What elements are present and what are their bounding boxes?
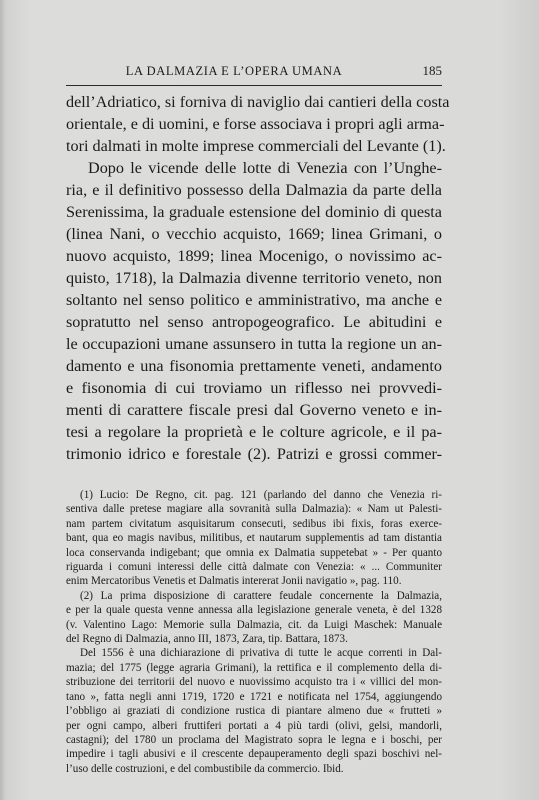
footnote-line: l’uso delle costruzioni, e del combustibile da commercio. Ibid. [66, 762, 344, 775]
header-rule [66, 85, 442, 86]
running-head: LA DALMAZIA E L’OPERA UMANA [125, 64, 343, 78]
page-number: 185 [422, 63, 442, 78]
footnote-line: (v. Valentino Lago: Memorie sulla Dalmazia, cit. da Luigi Maschek: Manuale [66, 618, 442, 631]
text-line: soltanto nel senso politico e amministrativo, ma anche e [66, 291, 442, 309]
text-line: ria, e il definitivo possesso della Dalmazia da parte della [66, 181, 442, 199]
text-line: quisto, 1718), la Dalmazia divenne territorio veneto, non [66, 269, 442, 287]
footnote-line: mazia; del 1775 (legge agraria Grimani), la rettifica e il complemento della di- [66, 661, 442, 674]
footnote-line: enim Mercatoribus Venetis et Dalmatis intererat Jonii navigatio », pag. 110. [66, 575, 402, 588]
footnote-line: e per la quale questa venne annessa alla legislazione generale veneta, è del 1328 [66, 604, 442, 617]
text-line: trimonio idrico e forestale (2). Patrizi e grossi commer- [66, 445, 442, 463]
footnote-line: stribuzione dei territorii del nuovo e nuovissimo acquisto tra i « villici del mon- [66, 676, 442, 689]
footnote-line: tano », fatta negli anni 1719, 1720 e 1721 e notificata nel 1754, aggiungendo [66, 690, 442, 703]
text-line: tesi a regolare la proprietà e le colture agricole, e il pa- [66, 423, 442, 441]
footnote-line: loca conservanda indigebant; que omnia ex Dalmatia suppetebat » - Per quanto [66, 546, 442, 559]
footnote-line: impedire i tagli abusivi e il crescente depauperamento degli spazi boschivi nel- [66, 748, 442, 761]
text-line: menti di carattere fiscale presi dal Governo veneto e in- [66, 401, 442, 419]
text-line: e fisonomia di cui troviamo un riflesso nei provvedi- [66, 379, 442, 397]
footnote-line: sentiva dalle pretese magiare alla sovranità sulla Dalmazia): « Nam ut Palesti- [66, 503, 442, 516]
footnote-line: nam partem civitatum asquisitarum consecuti, sedibus ibi fixis, foras exerce- [66, 517, 442, 530]
footnote-line: bant, qua eo magis navibus, militibus, et nautarum supplementis ad tam distantia [66, 532, 442, 545]
text-line: orientale, e di uomini, e forse associava i propri agli arma- [66, 115, 445, 133]
text-line: (linea Nani, o vecchio acquisto, 1669; linea Grimani, o [66, 225, 442, 243]
text-line: dell’Adriatico, si forniva di naviglio dai cantieri della costa [66, 93, 450, 111]
footnote-line: Del 1556 è una dichiarazione di privativa di tutte le acque correnti in Dal- [80, 647, 442, 660]
text-line: sopratutto nel senso antropogeografico. Le abitudini e [66, 313, 442, 331]
text-line: Dopo le vicende delle lotte di Venezia con l’Unghe- [88, 159, 442, 177]
page-gutter-shadow [0, 0, 6, 800]
text-line: tori dalmati in molte imprese commerciali del Levante (1). [66, 137, 446, 155]
footnote-line: (2) La prima disposizione di carattere feudale concernente la Dalmazia, [80, 589, 442, 602]
page-header [66, 58, 442, 80]
footnotes [66, 488, 442, 776]
footnote-line: riguarda i comuni interessi delle città dalmate con Venezia: « ... Communiter [66, 561, 442, 574]
footnote-line: per ogni campo, alberi fruttiferi portati a 4 più tardi (olivi, gelsi, mandorli, [66, 719, 442, 732]
text-line: damento e una fisonomia prettamente veneti, andamento [66, 357, 442, 375]
main-text [66, 91, 450, 465]
text-line: Serenissima, la graduale estensione del dominio di questa [66, 203, 442, 221]
footnote-line: castagni); del 1780 un proclama del Magistrato sopra le legna e i boschi, per [66, 733, 442, 746]
text-line: nuovo acquisto, 1899; linea Mocenigo, o novissimo ac- [66, 247, 442, 265]
footnote-line: del Regno di Dalmazia, anno III, 1873, Zara, tip. Battara, 1873. [66, 633, 348, 646]
text-line: le occupazioni umane assunsero in tutta la regione un an- [66, 335, 442, 353]
footnote-line: (1) Lucio: De Regno, cit. pag. 121 (parlando del danno che Venezia ri- [80, 489, 442, 501]
footnote-line: l’obbligo ai graziati di condizione rustica di piantare almeno due « frutteti » [66, 705, 442, 718]
